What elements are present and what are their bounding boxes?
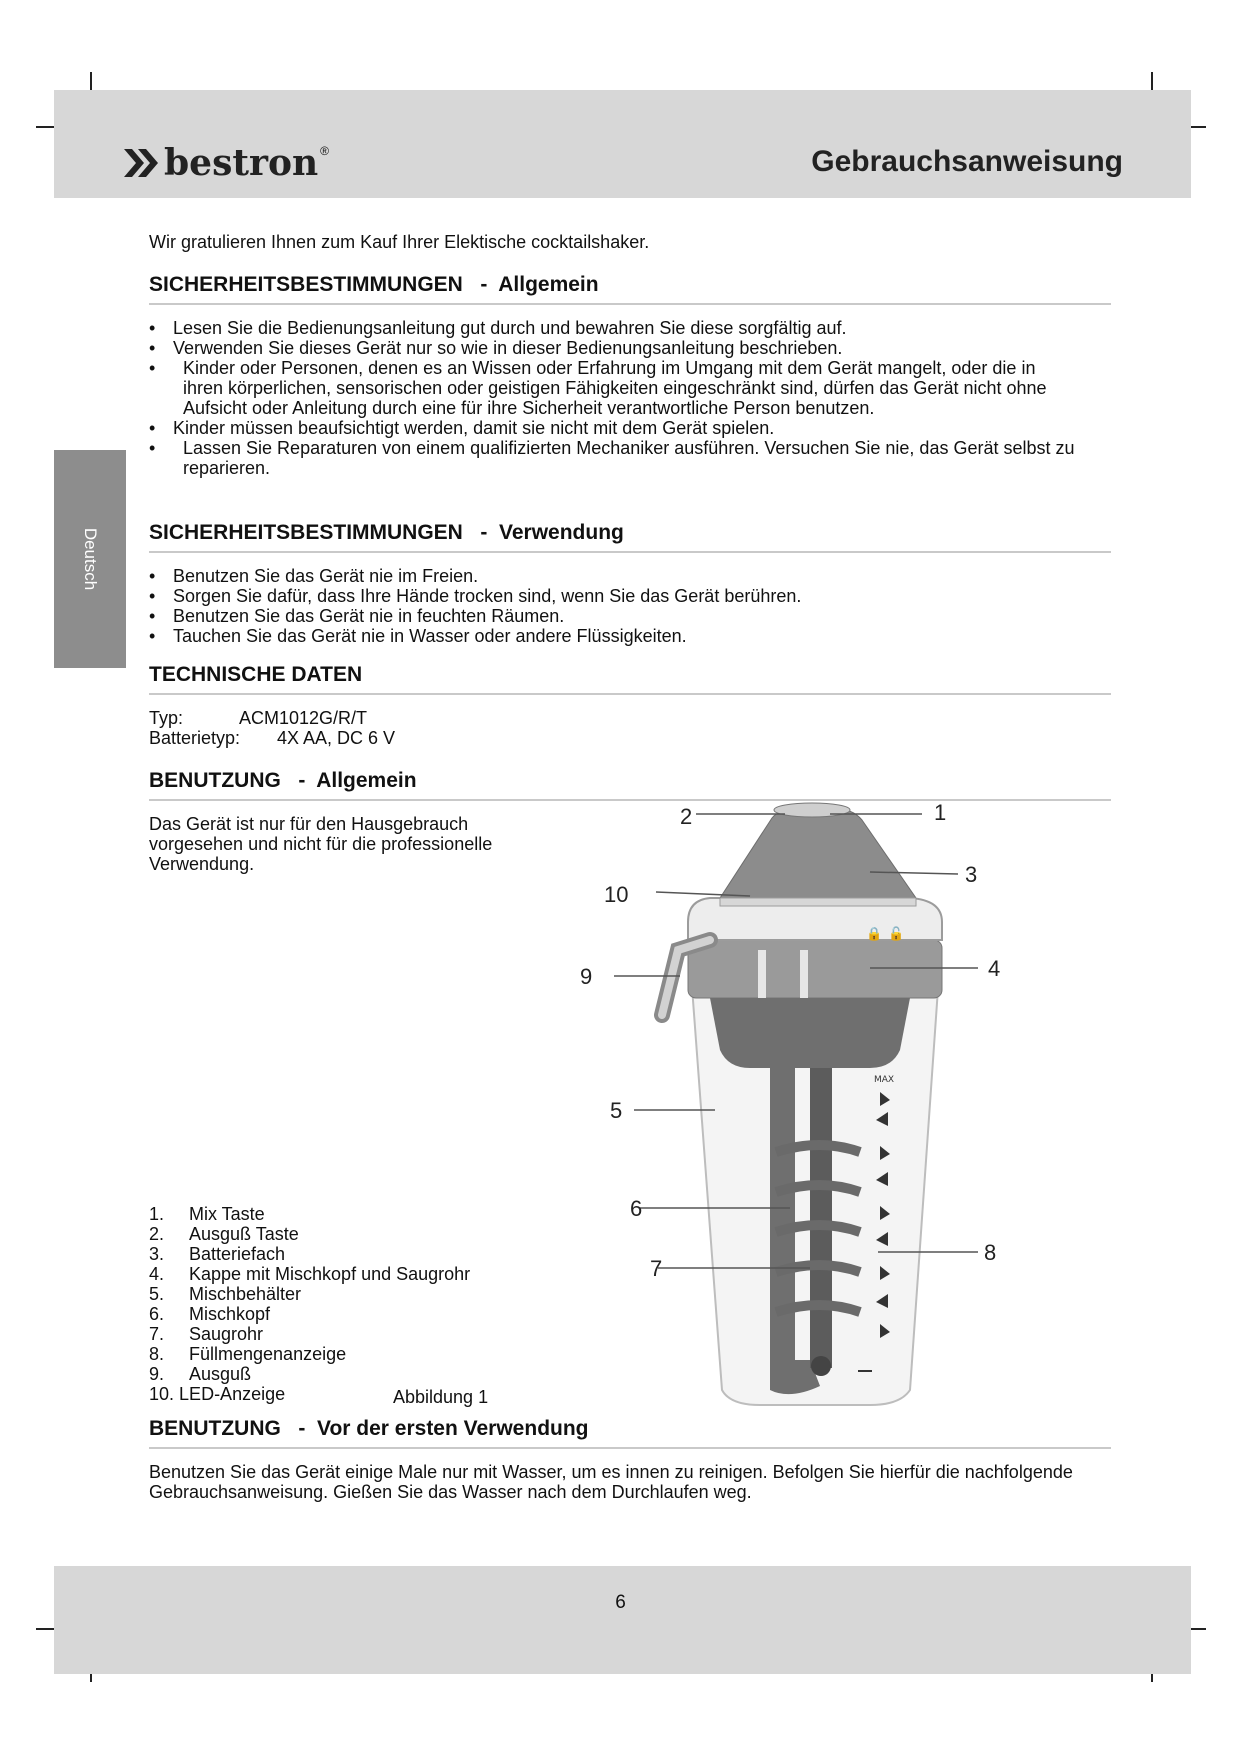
callout-5: 5 [610, 1098, 623, 1123]
section-heading: SICHERHEITSBESTIMMUNGEN - Allgemein [149, 273, 599, 296]
spec-row-battery [149, 728, 1109, 748]
callout-10: 10 [604, 882, 629, 907]
section-usage-general [149, 768, 1109, 794]
parts-legend [149, 1204, 470, 1404]
legend-item: 4. Kappe mit Mischkopf und Saugrohr [149, 1264, 471, 1284]
mixer-hub [811, 1356, 831, 1376]
section-divider [149, 1447, 1111, 1449]
document-title: Gebrauchsanweisung [811, 145, 1123, 178]
cap-ring [688, 940, 942, 998]
battery-compartment [720, 808, 916, 898]
callout-8: 8 [984, 1240, 997, 1265]
spec-label: Typ: [149, 708, 184, 728]
legend-item: 5. Mischbehälter [149, 1284, 302, 1304]
callout-9: 9 [580, 964, 593, 989]
language-tab [54, 450, 126, 668]
list-item: • Sorgen Sie dafür, dass Ihre Hände trocken sind, wenn Sie das Gerät berühren. [149, 586, 1109, 606]
section-divider [149, 551, 1111, 553]
max-label: MAX [874, 1075, 895, 1085]
mixing-head-cup [710, 998, 910, 1068]
spec-label: Batterietyp: [149, 728, 241, 748]
section-safety-general [149, 272, 1109, 298]
section-tech-data [149, 662, 1109, 688]
safety-use-list [149, 566, 1109, 646]
brand-name: bestron [164, 142, 319, 184]
spec-row-type [149, 708, 1109, 728]
legend-item: 2. Ausguß Taste [149, 1224, 299, 1244]
spec-value: 4X AA, DC 6 V [277, 728, 396, 748]
page-number: 6 [615, 1592, 626, 1613]
language-tab-label: Deutsch [81, 527, 100, 591]
legend-item: 7. Saugrohr [149, 1324, 264, 1344]
shaker-illustration [570, 800, 1010, 1420]
list-item: • Kinder oder Personen, denen es an Wissen oder Erfahrung im Umgang mit dem Gerät mangelt, oder die in ihren körperlichen, sensorischen oder geistigen Fähigkeiten eingeschränkt sind, dürfen das Gerät nicht ohne Aufsicht oder Anleitung durch eine für ihre Sicherheit verantwortliche Person benutzen. [149, 358, 1109, 418]
list-item: • Benutzen Sie das Gerät nie im Freien. [149, 566, 1109, 586]
usage-first-text: Benutzen Sie das Gerät einige Male nur mit Wasser, um es innen zu reinigen. Befolgen Sie hierfür die nachfolgende Gebrauchsanweisung. Gießen Sie das Wasser nach dem Durchlaufen weg. [149, 1462, 1073, 1502]
legend-item: 6. Mischkopf [149, 1304, 271, 1324]
callout-6: 6 [630, 1196, 643, 1221]
section-divider [149, 303, 1111, 305]
unlock-icon: 🔓 [888, 927, 905, 942]
list-item: • Kinder müssen beaufsichtigt werden, damit sie nicht mit dem Gerät spielen. [149, 418, 1109, 438]
section-heading: TECHNISCHE DATEN [149, 663, 363, 686]
brand-chevrons-icon [124, 145, 164, 181]
section-divider [149, 693, 1111, 695]
callout-7: 7 [650, 1256, 663, 1281]
list-item: • Verwenden Sie dieses Gerät nur so wie in dieser Bedienungsanleitung beschrieben. [149, 338, 1109, 358]
lock-icon: 🔒 [866, 927, 883, 942]
footer-band [54, 1566, 1191, 1674]
section-usage-first [149, 1416, 1109, 1442]
section-heading: BENUTZUNG - Allgemein [149, 769, 417, 792]
callout-3: 3 [965, 862, 978, 887]
legend-item: 10. LED-Anzeige [149, 1384, 286, 1404]
safety-general-list [149, 318, 1109, 478]
list-item: • Lesen Sie die Bedienungsanleitung gut durch und bewahren Sie diese sorgfältig auf. [149, 318, 1109, 338]
mixing-rod [810, 1068, 832, 1368]
legend-item: 8. Füllmengenanzeige [149, 1344, 347, 1364]
spec-value: ACM1012G/R/T [239, 708, 368, 728]
tech-data-table [149, 708, 1109, 748]
section-heading: BENUTZUNG - Vor der ersten Verwendung [149, 1417, 589, 1440]
brand-logo [124, 138, 329, 188]
callout-1: 1 [934, 800, 947, 825]
intro-text: Wir gratulieren Ihnen zum Kauf Ihrer Elektische cocktailshaker. [149, 232, 650, 252]
figure-caption: Abbildung 1 [393, 1387, 489, 1407]
list-item: • Lassen Sie Reparaturen von einem qualifizierten Mechaniker ausführen. Versuchen Sie nie, das Gerät selbst zu reparieren. [149, 438, 1109, 478]
callout-2: 2 [680, 804, 693, 829]
section-safety-use [149, 520, 1109, 546]
shaker-drawing [570, 800, 1010, 1420]
usage-general-text: Das Gerät ist nur für den Hausgebrauch vorgesehen und nicht für die professionelle Verwendung. [149, 814, 493, 874]
legend-item: 9. Ausguß [149, 1364, 252, 1384]
list-item: • Tauchen Sie das Gerät nie in Wasser oder andere Flüssigkeiten. [149, 626, 1109, 646]
callout-4: 4 [988, 956, 1001, 981]
legend-item: 1. Mix Taste [149, 1204, 265, 1224]
section-heading: SICHERHEITSBESTIMMUNGEN - Verwendung [149, 521, 624, 544]
list-item: • Benutzen Sie das Gerät nie in feuchten Räumen. [149, 606, 1109, 626]
brand-registered-mark: ® [320, 144, 329, 158]
mix-button-top [774, 803, 850, 817]
legend-item: 3. Batteriefach [149, 1244, 286, 1264]
